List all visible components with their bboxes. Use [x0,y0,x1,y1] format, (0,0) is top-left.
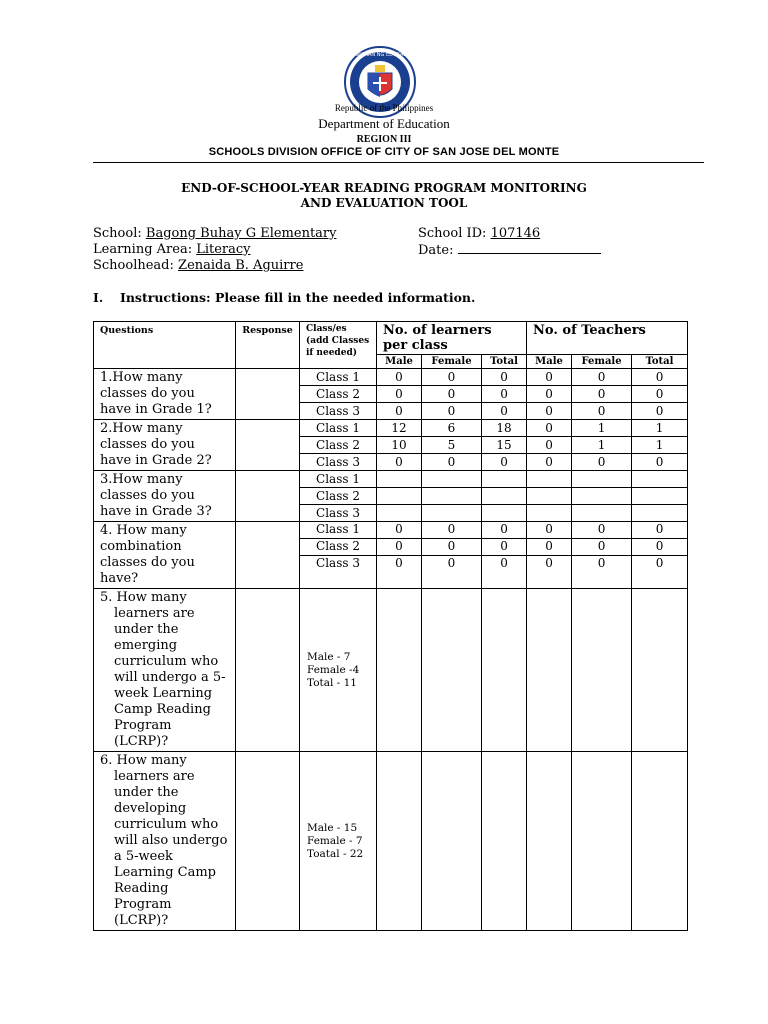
question-3: 3.How many classes do you have in Grade 3? [94,471,236,522]
class-label: Class 3 [300,454,377,471]
header-learners-total: Total [482,355,527,369]
response-cell[interactable] [236,369,300,420]
school-field [93,226,336,241]
q6-counts [300,752,377,931]
learners-male[interactable] [377,505,422,522]
header-learners-male: Male [377,355,422,369]
header-divider [93,162,704,163]
table-row [94,369,688,386]
teachers-total[interactable] [632,471,688,488]
response-cell[interactable] [236,522,300,589]
learners-total: 0 [482,522,527,539]
teachers-female: 0 [572,369,632,386]
class-label: Class 1 [300,522,377,539]
teachers-male: 0 [527,403,572,420]
learning-area-value: Literacy [196,242,251,257]
teachers-total: 0 [632,403,688,420]
question-5-rest: learners are under the emerging curriculum who will undergo a 5-week Learning Camp Reading Program (LCRP)? [114,606,226,749]
learners-total: 0 [482,454,527,471]
school-id-field [418,226,540,241]
learners-male[interactable] [377,488,422,505]
q5-total: Total - 11 [307,676,357,689]
table-row [94,522,688,539]
learners-female: 0 [422,386,482,403]
teachers-female[interactable] [572,471,632,488]
teachers-male: 0 [527,454,572,471]
teachers-male[interactable] [527,488,572,505]
learners-male: 0 [377,386,422,403]
table-row [94,471,688,488]
teachers-male: 0 [527,437,572,454]
question-5-lead: 5. How many [100,590,187,605]
learning-area-label: Learning Area: [93,242,197,257]
learners-total[interactable] [482,505,527,522]
q6-total: Toatal - 22 [307,847,364,860]
teachers-total: 0 [632,369,688,386]
class-label: Class 1 [300,471,377,488]
learners-female[interactable] [422,589,482,752]
response-cell[interactable] [236,752,300,931]
learners-male: 0 [377,454,422,471]
republic-label: Republic of the Philippines [334,103,434,113]
school-id-value: 107146 [490,226,541,241]
section-text: Instructions: Please fill in the needed information. [120,290,476,305]
teachers-male: 0 [527,369,572,386]
header-questions: Questions [94,322,236,369]
teachers-female: 1 [572,420,632,437]
learners-female[interactable] [422,752,482,931]
question-2: 2.How many classes do you have in Grade 2? [94,420,236,471]
learners-female: 0 [422,538,482,555]
learners-female: 0 [422,454,482,471]
header-teachers-total: Total [632,355,688,369]
q5-female: Female -4 [307,663,360,676]
class-label: Class 1 [300,369,377,386]
teachers-male[interactable] [527,589,572,752]
school-label: School: [93,226,146,241]
header-learners: No. of learners per class [377,322,527,355]
teachers-male[interactable] [527,505,572,522]
teachers-male: 0 [527,522,572,539]
learners-male: 0 [377,369,422,386]
learners-female: 0 [422,522,482,539]
teachers-total[interactable] [632,752,688,931]
response-cell[interactable] [236,420,300,471]
teachers-female[interactable] [572,589,632,752]
table-row [94,589,688,752]
learners-male: 0 [377,538,422,555]
class-label: Class 1 [300,420,377,437]
teachers-female: 0 [572,386,632,403]
q6-male: Male - 15 [307,821,358,834]
response-cell[interactable] [236,589,300,752]
title-line-2: AND EVALUATION TOOL [300,196,468,210]
teachers-male: 0 [527,538,572,555]
teachers-total: 0 [632,454,688,471]
header-teachers-female: Female [572,355,632,369]
learners-male: 12 [377,420,422,437]
class-label: Class 2 [300,488,377,505]
teachers-total: 0 [632,538,688,555]
header-classes: Class/es (add Classes if needed) [300,322,377,369]
teachers-male: 0 [527,386,572,403]
header-response: Response [236,322,300,369]
learners-female: 5 [422,437,482,454]
department-label: Department of Education [318,116,450,131]
teachers-female: 0 [572,522,632,539]
learners-total: 18 [482,420,527,437]
learners-total[interactable] [482,488,527,505]
learners-total: 15 [482,437,527,454]
teachers-female: 0 [572,555,632,589]
teachers-male[interactable] [527,471,572,488]
section-number: I. [93,290,104,305]
date-field [418,242,601,258]
q5-male: Male - 7 [307,650,351,663]
question-4: 4. How many combination classes do you have? [94,522,236,589]
class-label: Class 3 [300,555,377,589]
question-1: 1.How many classes do you have in Grade 1? [94,369,236,420]
teachers-female[interactable] [572,752,632,931]
class-label: Class 2 [300,538,377,555]
learners-female[interactable] [422,505,482,522]
seal-text: KAGAWARAN NG EDUKASYON [343,52,417,58]
learners-male: 0 [377,522,422,539]
table-row [94,752,688,931]
teachers-female: 0 [572,538,632,555]
header-learners-female: Female [422,355,482,369]
learning-area-field [93,242,251,257]
teachers-male: 0 [527,555,572,589]
class-label: Class 3 [300,505,377,522]
learners-female: 0 [422,555,482,589]
monitoring-table [93,321,688,931]
schoolhead-value: Zenaida B. Aguirre [178,258,304,273]
teachers-male[interactable] [527,752,572,931]
class-label: Class 2 [300,386,377,403]
learners-female: 0 [422,369,482,386]
learners-total: 0 [482,403,527,420]
date-label: Date: [418,243,458,258]
schoolhead-field [93,258,303,273]
teachers-total[interactable] [632,505,688,522]
learners-total: 0 [482,369,527,386]
learners-female: 6 [422,420,482,437]
header-teachers-male: Male [527,355,572,369]
region-label: REGION III [356,134,412,145]
learners-total: 0 [482,538,527,555]
teachers-total[interactable] [632,589,688,752]
school-value: Bagong Buhay G Elementary [145,226,337,241]
date-blank[interactable] [458,242,601,254]
table-row [94,420,688,437]
teachers-female[interactable] [572,505,632,522]
teachers-female[interactable] [572,488,632,505]
learners-total[interactable] [482,471,527,488]
learners-total[interactable] [482,589,527,752]
learners-total[interactable] [482,752,527,931]
teachers-male: 0 [527,420,572,437]
learners-male: 10 [377,437,422,454]
section-heading [93,290,475,305]
teachers-female: 1 [572,437,632,454]
question-6-lead: 6. How many [100,753,187,768]
learners-male: 0 [377,403,422,420]
teachers-female: 0 [572,403,632,420]
teachers-total: 1 [632,420,688,437]
learners-female: 0 [422,403,482,420]
teachers-total: 0 [632,555,688,589]
learners-male: 0 [377,555,422,589]
teachers-total: 0 [632,386,688,403]
class-label: Class 2 [300,437,377,454]
question-5 [94,589,236,752]
schoolhead-label: Schoolhead: [93,258,179,273]
q5-counts [300,589,377,752]
learners-total: 0 [482,386,527,403]
class-label: Class 3 [300,403,377,420]
learners-female[interactable] [422,471,482,488]
teachers-total: 0 [632,522,688,539]
question-6-rest: learners are under the developing curriculum who will also undergo a 5-week Learning Camp Reading Program (LCRP)? [114,769,228,928]
learners-total: 0 [482,555,527,589]
question-6 [94,752,236,931]
document-title [0,181,768,211]
q6-female: Female - 7 [307,834,363,847]
teachers-female: 0 [572,454,632,471]
learners-male[interactable] [377,752,422,931]
header-teachers: No. of Teachers [527,322,688,355]
division-label: SCHOOLS DIVISION OFFICE OF CITY OF SAN JOSE DEL MONTE [208,146,560,158]
learners-male[interactable] [377,589,422,752]
title-line-1: END-OF-SCHOOL-YEAR READING PROGRAM MONITORING [181,181,587,195]
school-id-label: School ID: [418,226,491,241]
response-cell[interactable] [236,471,300,522]
teachers-total: 1 [632,437,688,454]
learners-female[interactable] [422,488,482,505]
teachers-total[interactable] [632,488,688,505]
learners-male[interactable] [377,471,422,488]
